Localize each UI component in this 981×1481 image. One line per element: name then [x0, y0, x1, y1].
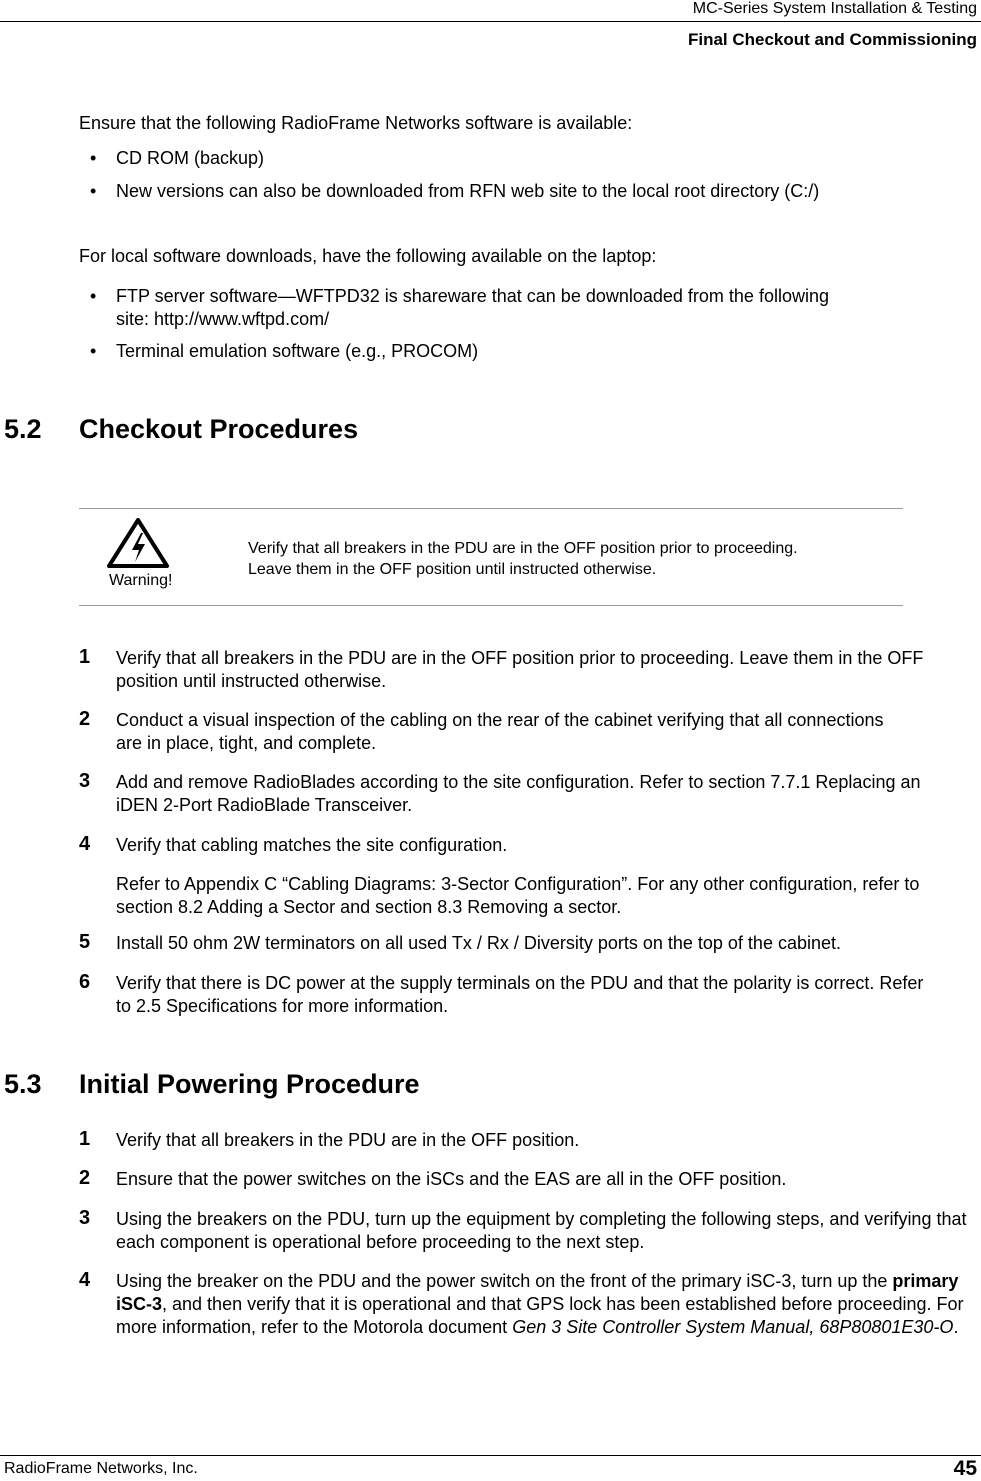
section-5-3-title: Initial Powering Procedure — [79, 1069, 420, 1099]
warning-text-line2: Leave them in the OFF position until instructed otherwise. — [248, 561, 657, 578]
checkout-step-4: Verify that cabling matches the site configuration. — [116, 835, 508, 855]
powering-step-4-text-b: , and then verify that it is operational and that GPS lock has been established before proceeding. For more information, refer to the Motorola document — [116, 1294, 964, 1337]
software-bullet-download: New versions can also be downloaded from RFN web site to the local root directory (C:/) — [116, 181, 820, 201]
laptop-bullet-ftp-line2: site: http://www.wftpd.com/ — [116, 309, 330, 329]
software-bullet-cdrom: CD ROM (backup) — [116, 148, 265, 168]
checkout-step-2: Conduct a visual inspection of the cabling on the rear of the cabinet verifying that all connections are in place, tight, and complete. — [116, 710, 884, 753]
warning-bottom-rule — [79, 605, 903, 606]
checkout-step-5: Install 50 ohm 2W terminators on all used Tx / Rx / Diversity ports on the top of the cabinet. — [116, 933, 842, 953]
step-number: 1 — [79, 1128, 91, 1150]
step-number: 2 — [79, 708, 91, 730]
step-number: 1 — [79, 646, 91, 668]
warning-top-rule — [79, 508, 903, 509]
bullet-dot: • — [90, 341, 97, 361]
running-header-title: MC-Series System Installation & Testing — [692, 0, 977, 17]
step-number: 3 — [79, 770, 91, 792]
powering-step-4-text-a: Using the breaker on the PDU and the power switch on the front of the primary iSC-3, turn up the — [116, 1271, 893, 1291]
primary-isc3-emphasis: primary iSC-3 — [116, 1271, 959, 1314]
powering-step-2: Ensure that the power switches on the iSCs and the EAS are all in the OFF position. — [116, 1169, 787, 1189]
section-5-2-number: 5.2 — [4, 414, 42, 444]
step-number: 4 — [79, 1269, 91, 1291]
header-rule — [0, 21, 981, 22]
checkout-step-4-note: Refer to Appendix C “Cabling Diagrams: 3-Sector Configuration”. For any other configuration, refer to section 8.2 Adding a Sector and section 8.3 Removing a sector. — [116, 874, 920, 917]
step-number: 5 — [79, 931, 91, 953]
footer-rule — [0, 1455, 981, 1456]
checkout-step-1: Verify that all breakers in the PDU are in the OFF position prior to proceeding. Leave them in the OFF position until instructed otherwise. — [116, 648, 924, 691]
warning-high-voltage-icon — [106, 517, 170, 569]
checkout-step-3: Add and remove RadioBlades according to the site configuration. Refer to section 7.7.1 Replacing an iDEN 2-Port RadioBlade Transceiver. — [116, 772, 921, 815]
bullet-dot: • — [90, 148, 97, 168]
powering-step-3: Using the breakers on the PDU, turn up the equipment by completing the following steps, and verifying that each component is operational before proceeding to the next step. — [116, 1209, 967, 1252]
powering-step-4-text-c: . — [953, 1317, 959, 1337]
laptop-requirements-paragraph: For local software downloads, have the following available on the laptop: — [79, 246, 657, 266]
warning-text-line1: Verify that all breakers in the PDU are in the OFF position prior to proceeding. — [248, 540, 798, 557]
running-header-section: Final Checkout and Commissioning — [687, 30, 977, 49]
step-number: 4 — [79, 833, 91, 855]
footer-company: RadioFrame Networks, Inc. — [4, 1460, 198, 1477]
step-number: 3 — [79, 1207, 91, 1229]
page-number: 45 — [953, 1457, 977, 1480]
powering-step-1: Verify that all breakers in the PDU are in the OFF position. — [116, 1130, 580, 1150]
section-5-2-title: Checkout Procedures — [79, 414, 359, 444]
laptop-bullet-ftp-line1: FTP server software—WFTPD32 is shareware that can be downloaded from the following — [116, 286, 829, 306]
step-number: 2 — [79, 1167, 91, 1189]
section-5-3-number: 5.3 — [4, 1069, 42, 1099]
bullet-dot: • — [90, 286, 97, 306]
powering-step-4 — [116, 1270, 981, 1339]
warning-callout — [79, 508, 903, 606]
laptop-bullet-terminal: Terminal emulation software (e.g., PROCOM) — [116, 341, 479, 361]
motorola-document-reference: Gen 3 Site Controller System Manual, 68P80801E30-O — [512, 1317, 954, 1337]
checkout-step-6: Verify that there is DC power at the supply terminals on the PDU and that the polarity is correct. Refer to 2.5 Specifications for more information. — [116, 973, 924, 1016]
warning-label: Warning! — [109, 572, 173, 589]
step-number: 6 — [79, 971, 91, 993]
software-availability-paragraph: Ensure that the following RadioFrame Networks software is available: — [79, 113, 633, 133]
bullet-dot: • — [90, 181, 97, 201]
